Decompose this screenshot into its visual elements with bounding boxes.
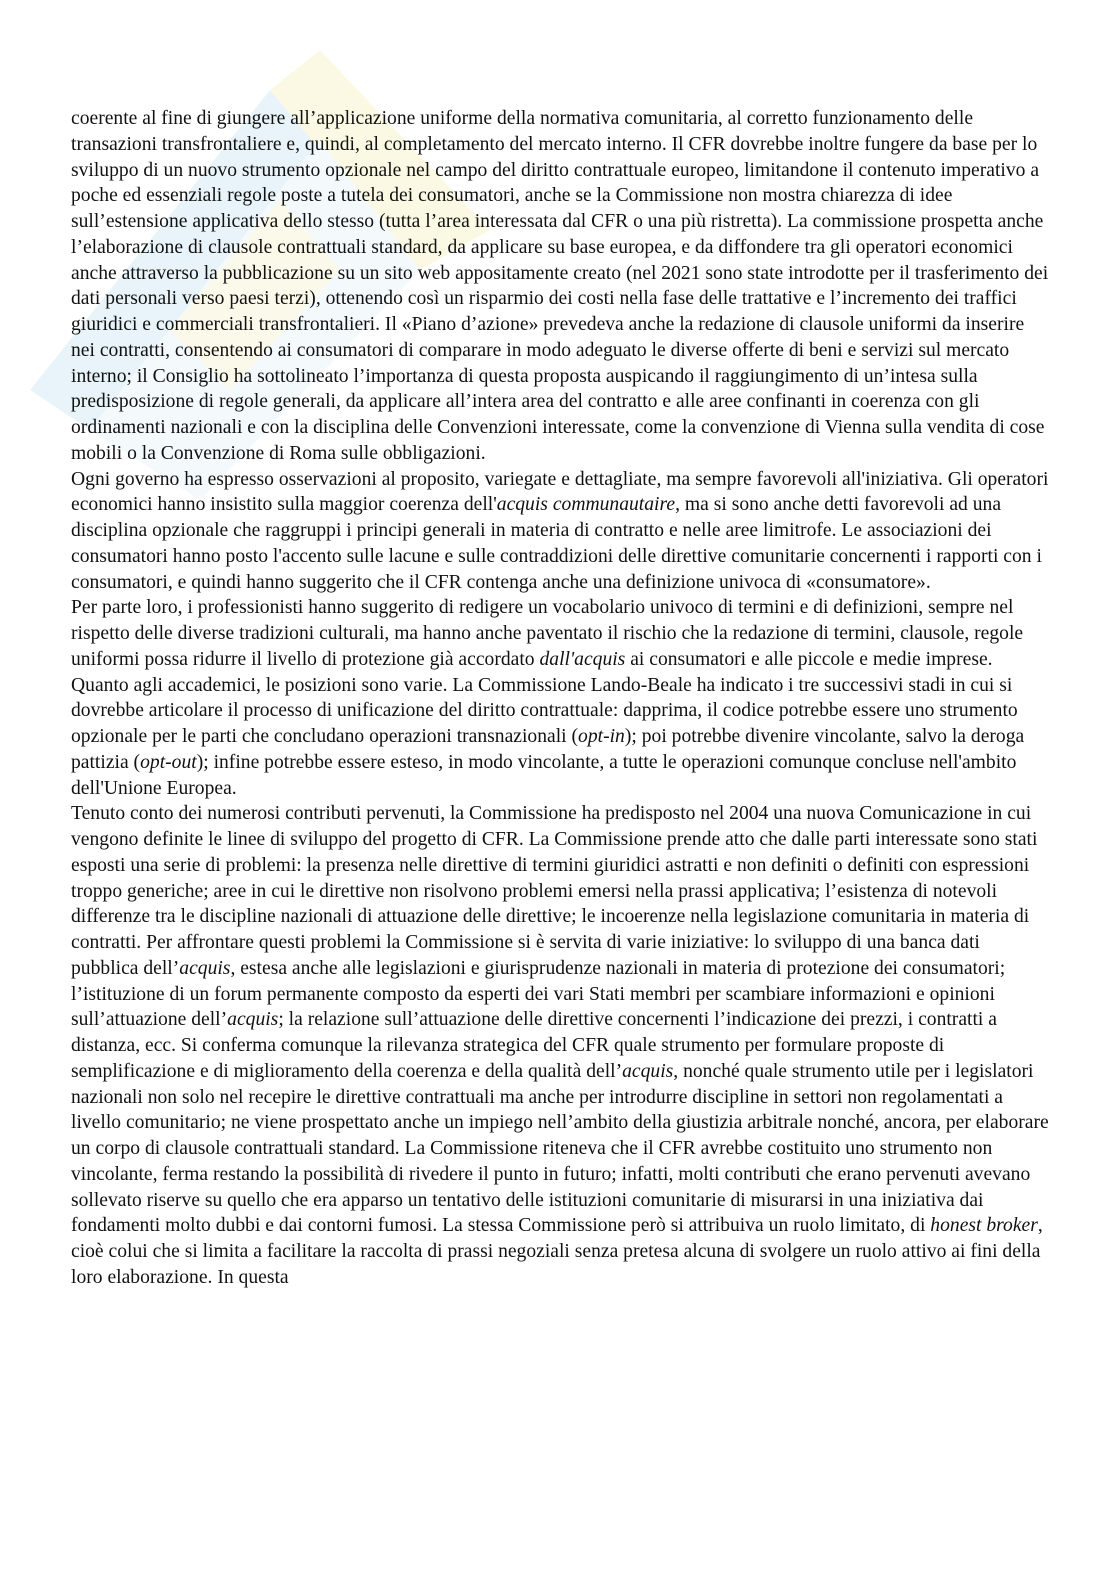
italic-term: acquis bbox=[179, 957, 231, 979]
text-run: Tenuto conto dei numerosi contributi pervenuti, la Commissione ha predisposto nel 2004 una nuova Comunicazione in cui vengono definite le linee di sviluppo del progetto di CFR. La Commissione prende atto che dalle parti interessate sono stati esposti una serie di problemi: la presenza nelle direttive di termini giuridici astratti e non definiti o definiti con espressioni troppo generiche; aree in cui le direttive non risolvono problemi emersi nella prassi applicativa; l’esistenza di notevoli differenze tra le discipline nazionali di attuazione delle direttive; le incoerenze nella legislazione comunitaria in materia di contratti. Per affrontare questi problemi la Commissione si è servita di varie iniziative: lo sviluppo di una banca dati pubblica dell’ bbox=[71, 803, 1038, 979]
text-run: , estesa anche alle legislazioni e giurisprudenze nazionali in materia di protezione dei consumatori; l’istituzione di un forum permanente composto da esperti dei vari Stati membri per scambiare informazioni e opinioni sull’attuazione dell’ bbox=[71, 957, 1006, 1031]
italic-term: opt-in bbox=[578, 726, 625, 747]
text-run: Per parte loro, i professionisti hanno suggerito di redigere un vocabolario univoco di termini e di definizioni, sempre nel rispetto delle diverse tradizioni culturali, ma hanno anche paventato il rischio che la redazione di termini, clausole, regole uniformi possa ridurre il livello di protezione già accordato bbox=[71, 597, 1024, 670]
text-run: , cioè colui che si limita a facilitare la raccolta di prassi negoziali senza pretesa alcuna di svolgere un ruolo attivo ai fini della loro elaborazione. In questa bbox=[71, 1215, 1043, 1288]
italic-term: acquis bbox=[622, 1060, 674, 1082]
italic-term: acquis communautaire bbox=[496, 494, 676, 516]
text-run: coerente al fine di giungere all’applicazione uniforme della normativa comunitaria, al corretto funzionamento delle transazioni transfrontaliere e, quindi, al completamento del mercato interno. Il CFR dovrebbe inoltre fungere da base per lo sviluppo di un nuovo strumento opzionale nel campo del diritto contrattuale europeo, limitandone il contenuto imperativo a poche ed essenziali regole poste a tutela dei consumatori, anche se la Commissione non mostra chiarezza di idee sull’estensione applicativa dello stesso (tutta l’area interessata dal CFR o una più ristretta). La commissione prospetta anche l’elaborazione di clausole contrattuali standard, da applicare su base europea, e da diffondere tra gli operatori economici anche attraverso la pubblicazione su un sito web appositamente creato (nel 2021 sono state introdotte per il trasferimento dei dati personali verso paesi terzi), ottenendo così un risparmio dei costi nella fase delle trattative e l’incremento dei traffici giuridici e commerciali transfrontalieri. Il «Piano d’azione» prevedeva anche la redazione di clausole uniformi da inserire nei contratti, consentendo ai consumatori di comparare in modo adeguato le diverse offerte di beni e servizi sul mercato interno; il Consiglio ha sottolineato l’importanza di questa proposta auspicando il raggiungimento di un’intesa sulla predisposizione di regole generali, da applicare all’intera area del contratto e alle aree confinanti in coerenza con gli ordinamenti nazionali e con la disciplina delle Convenzioni interessate, come la convenzione di Vienna sulla vendita di cose mobili o la Convenzione di Roma sulle obbligazioni. bbox=[71, 108, 1049, 464]
text-run: , nonché quale strumento utile per i legislatori nazionali non solo nel recepire le direttive contrattuali ma anche per introdurre discipline in settori non regolamentati a livello comunitario; ne viene prospettato anche un impiego nell’ambito della giustizia arbitrale nonché, ancora, per elaborare un corpo di clausole contrattuali standard. La Commissione riteneva che il CFR avrebbe costituito uno strumento non vincolante, ferma restando la possibilità di rivedere il punto in futuro; infatti, molti contributi che erano pervenuti avevano sollevato riserve su quello che era apparso un tentativo delle istituzioni comunitarie di misurarsi in una iniziativa dai fondamenti molto dubbi e dai contorni fumosi. La stessa Commissione però si attribuiva un ruolo limitato, di bbox=[71, 1060, 1049, 1237]
document-body bbox=[71, 106, 1051, 1291]
italic-term: dall'acquis bbox=[539, 648, 626, 670]
text-run: ; la relazione sull’attuazione delle direttive concernenti l’indicazione dei prezzi, i contratti a distanza, ecc. Si conferma comunque la rilevanza strategica del CFR quale strumento per formulare proposte di semplificazione e di miglioramento della coerenza e della qualità dell’ bbox=[71, 1009, 997, 1082]
text-run: Ogni governo ha espresso osservazioni al proposito, variegate e dettagliate, ma sempre favorevoli all'iniziativa. Gli operatori economici hanno insistito sulla maggior coerenza dell' bbox=[71, 468, 1049, 516]
italic-term: opt-out bbox=[140, 751, 197, 773]
italic-term: acquis bbox=[227, 1009, 279, 1031]
text-run: , ma si sono anche detti favorevoli ad una disciplina opzionale che raggruppi i principi generali in materia di contratto e nelle aree limitrofe. Le associazioni dei consumatori hanno posto l'accento sulle lacune e sulle contraddizioni delle direttive comunitarie concernenti i rapporti con i consumatori, e quindi hanno suggerito che il CFR contenga anche una definizione univoca di «consumatore». bbox=[71, 494, 1042, 593]
paragraph bbox=[71, 801, 1051, 1290]
italic-term: honest broker bbox=[930, 1215, 1038, 1237]
text-run: ); infine potrebbe essere esteso, in modo vincolante, a tutte le operazioni comunque concluse nell'ambito dell'Unione Europea. bbox=[71, 751, 1017, 799]
paragraph bbox=[71, 595, 1051, 672]
text-run: ai consumatori e alle piccole e medie imprese. bbox=[625, 648, 993, 670]
text-run: ); poi potrebbe divenire vincolante, salvo la deroga pattizia ( bbox=[71, 726, 1025, 773]
paragraph bbox=[71, 673, 1051, 802]
paragraph bbox=[71, 467, 1051, 596]
paragraph bbox=[71, 106, 1051, 467]
text-run: Quanto agli accademici, le posizioni sono varie. La Commissione Lando-Beale ha indicato i tre successivi stadi in cui si dovrebbe articolare il processo di unificazione del diritto contrattuale: dapprima, il codice potrebbe essere uno strumento opzionale per le parti che concludano operazioni transnazionali ( bbox=[71, 674, 1018, 747]
